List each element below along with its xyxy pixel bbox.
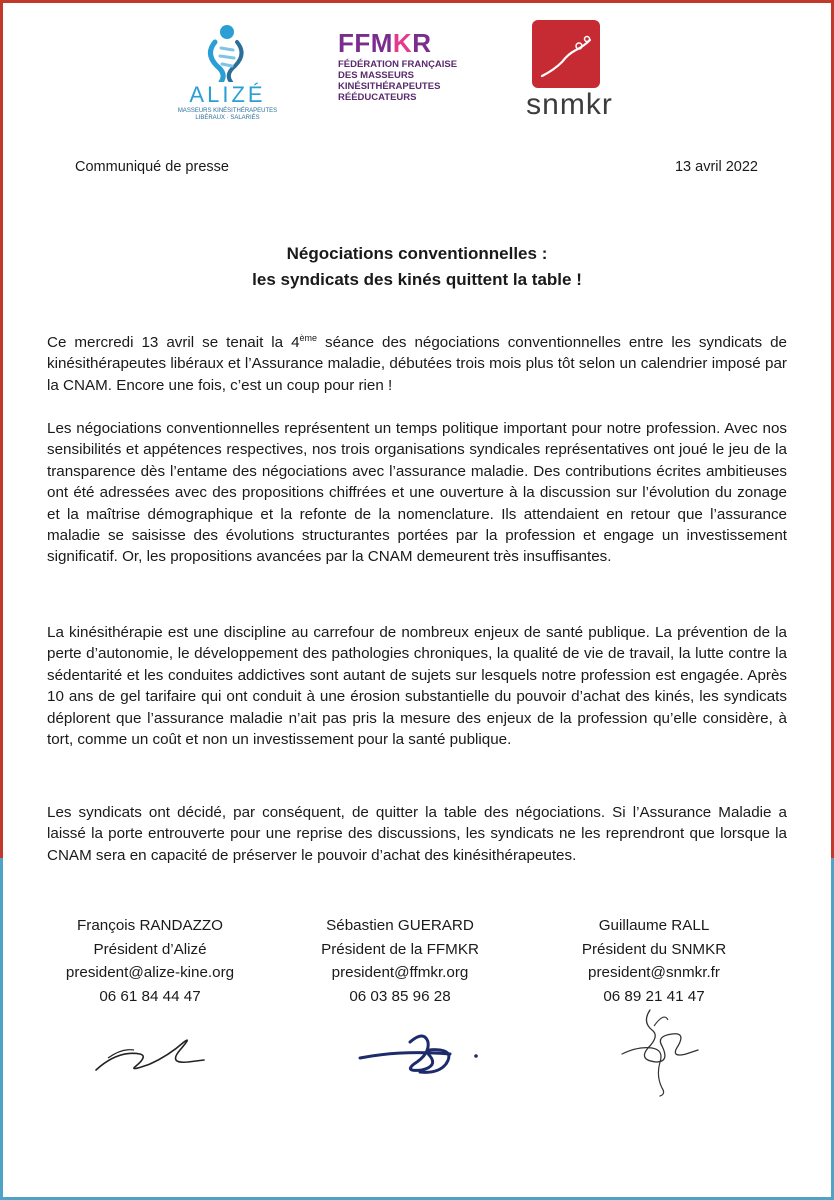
title-line-1: Négociations conventionnelles :	[286, 244, 548, 263]
ffmkr-logo	[338, 30, 458, 110]
alize-figure-icon	[175, 20, 280, 82]
paragraph-1	[47, 332, 787, 396]
alize-wordmark: ALIZÉ	[189, 82, 266, 107]
ffmkr-wordmark	[338, 30, 458, 56]
signatory-email[interactable]: president@alize-kine.org	[65, 964, 235, 981]
signatory-email[interactable]: president@snmkr.fr	[588, 964, 720, 981]
ffmkr-title-part3: R	[412, 28, 432, 58]
signatory-role: Président d’Alizé	[93, 940, 207, 958]
paragraph-3: La kinésithérapie est une discipline au carrefour de nombreux enjeux de santé publique. La prévention de la perte d’autonomie, le développement des pathologies chroniques, la qualité de vie de travail, la lutte contre la sédentarité et les conduites addictives sont autant de sujets sur lesquels notre profession est engagée. Après 10 ans de gel tarifaire qui ont conduit à une érosion substantielle du pouvoir d’achat des kinés, les syndicats déplorent que l’assurance maladie n’ait pas pris la mesure des enjeux de la profession qu’elle considère, à tort, comme un coût et non un investissement pour la santé publique.	[47, 624, 787, 749]
alize-subtitle-line2: LIBÉRAUX · SALARIÉS	[195, 115, 260, 121]
paragraph-2: Les négociations conventionnelles représentent un temps politique important pour notre profession. Avec nos sensibilités et appétences respectives, nos trois organisations syndicales représentatives ont joué le jeu de la transparence dès l’entame des négociations avec l’assurance maladie. Des contributions écrites ambitieuses ont été adressées avec des propositions chiffrées et une ouverture à la discussion sur l’évolution du zonage et la maîtrise démographique et la refonte de la nomenclature. Ils attendaient en retour que l’assurance maladie se saisisse des évolutions structurantes portées par la profession et engage un investissement significatif. Or, les propositions avancées par la CNAM demeurent très insuffisantes.	[47, 420, 787, 566]
signatory-name: Guillaume RALL	[598, 917, 710, 934]
snmkr-emblem-icon	[532, 20, 600, 88]
signatory-role: Président du SNMKR	[581, 940, 727, 958]
ffmkr-line: RÉÉDUCATEURS	[338, 92, 417, 103]
alize-subtitle-line1: MASSEURS KINÉSITHÉRAPEUTES	[177, 108, 278, 114]
ffmkr-title-part1: FFM	[338, 28, 393, 58]
signatory-name: François RANDAZZO	[77, 917, 223, 934]
ffmkr-line: DES MASSEURS	[338, 70, 415, 81]
signatory-phone: 06 61 84 44 47	[99, 987, 201, 1005]
signatory-phone: 06 89 21 41 47	[603, 987, 705, 1005]
alize-logo	[175, 20, 280, 120]
ffmkr-line: FÉDÉRATION FRANÇAISE	[338, 59, 458, 70]
snmkr-wordmark: snmkr	[526, 88, 613, 121]
signatory-ffmkr	[270, 914, 530, 1008]
signatory-role: Président de la FFMKR	[321, 940, 479, 958]
signature-guerard	[350, 1020, 490, 1080]
signatory-name: Sébastien GUERARD	[326, 917, 474, 934]
signatory-phone: 06 03 85 96 28	[349, 987, 451, 1005]
snmkr-logo	[512, 20, 627, 120]
press-release-label: Communiqué de presse	[75, 159, 229, 175]
press-release-date: 13 avril 2022	[674, 159, 758, 175]
alize-subtitle	[175, 108, 280, 122]
paragraph-4: Les syndicats ont décidé, par conséquent, de quitter la table des négociations. Si l’Assurance Maladie a laissé la porte entrouverte pour une reprise des discussions, les syndicats ne les reprendront que lorsque la CNAM sera en capacité de préserver le pouvoir d’achat des kinésithérapeutes.	[47, 804, 787, 864]
ffmkr-fullname	[338, 59, 458, 103]
signature-randazzo	[88, 1020, 208, 1080]
ffmkr-line: KINÉSITHÉRAPEUTES	[338, 81, 441, 92]
paragraph-1-start: Ce mercredi 13 avril se tenait la 4	[47, 334, 300, 351]
signatory-snmkr	[524, 914, 784, 1008]
signatory-alize	[20, 914, 280, 1008]
ffmkr-title-part2: K	[392, 28, 413, 58]
signature-rall	[612, 1002, 702, 1097]
ordinal-superscript: ème	[299, 332, 318, 343]
paragraph-1-rest: séance des négociations conventionnelles entre les syndicats de kinésithérapeutes libéraux et l’Assurance maladie, débutées trois mois plus tôt selon un calendrier imposé par la CNAM. Encore une fois, c’est un coup pour rien !	[47, 334, 788, 394]
title-line-2: les syndicats des kinés quittent la table !	[252, 270, 582, 289]
signatory-email[interactable]: president@ffmkr.org	[331, 964, 469, 981]
